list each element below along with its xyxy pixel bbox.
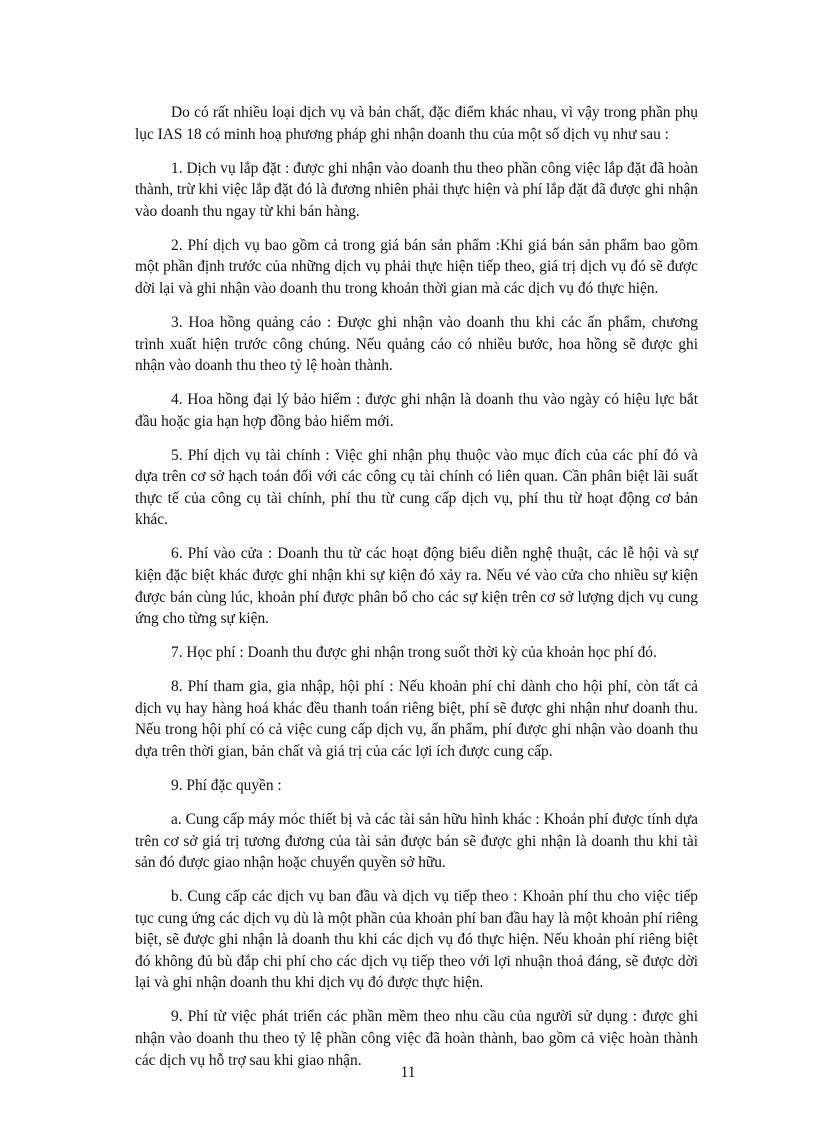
- paragraph-franchise-services: b. Cung cấp các dịch vụ ban đầu và dịch vụ tiếp theo : Khoản phí thu cho việc tiếp tục cung ứng các dịch vụ dù là một phần của khoản phí ban đầu hay là một khoản phí riêng biệt, sẽ được ghi nhận là doanh thu khi các dịch vụ đó thực hiện. Nếu khoản phí riêng biệt đó không đủ bù đắp chi phí cho các dịch vụ tiếp theo với lợi nhuận thoả đáng, sẽ được dời lại và ghi nhận doanh thu khi dịch vụ đó được thực hiện.: [135, 888, 698, 992]
- paragraph-installation-services: 1. Dịch vụ lắp đặt : được ghi nhận vào doanh thu theo phần công việc lắp đặt đã hoàn thành, trừ khi việc lắp đặt đó là đương nhiên phải thực hiện và phí lắp đặt đã được ghi nhận vào doanh thu ngay từ khi bán hàng.: [135, 159, 698, 220]
- paragraph-tuition-fees: 7. Học phí : Doanh thu được ghi nhận trong suốt thời kỳ của khoản học phí đó.: [171, 644, 657, 662]
- paragraph-financial-service-fees: 5. Phí dịch vụ tài chính : Việc ghi nhận phụ thuộc vào mục đích của các phí đó và dựa trên cơ sở hạch toán đối với các công cụ tài chính có liên quan. Cần phân biệt lãi suất thực tế của công cụ tài chính, phí thu từ cung cấp dịch vụ, phí thu từ hoạt động cơ bản khác.: [135, 446, 698, 529]
- paragraph-software-development-fees: 9. Phí từ việc phát triển các phần mềm theo nhu cầu của người sử dụng : được ghi nhận vào doanh thu theo tỷ lệ phần công việc đã hoàn thành, bao gồm cả việc hoàn thành các dịch vụ hỗ trợ sau khi giao nhận.: [135, 1008, 698, 1069]
- paragraph-bundled-service-fees: 2. Phí dịch vụ bao gồm cả trong giá bán sản phẩm :Khi giá bán sản phẩm bao gồm một phần định trước của những dịch vụ phải thực hiện tiếp theo, giá trị dịch vụ đó sẽ được dời lại và ghi nhận vào doanh thu trong khoản thời gian mà các dịch vụ đó thực hiện.: [135, 236, 698, 297]
- paragraph-intro: Do có rất nhiều loại dịch vụ và bản chất, đặc điểm khác nhau, vì vậy trong phần phụ lục IAS 18 có minh hoạ phương pháp ghi nhận doanh thu của một số dịch vụ như sau :: [135, 104, 698, 143]
- paragraph-admission-fees: 6. Phí vào cửa : Doanh thu từ các hoạt động biểu diễn nghệ thuật, các lễ hội và sự kiện đặc biệt khác được ghi nhận khi sự kiện đó xảy ra. Nếu vé vào cửa cho nhiều sự kiện được bán cùng lúc, khoản phí được phân bổ cho các sự kiện trên cơ sở lượng dịch vụ cung ứng cho từng sự kiện.: [135, 545, 698, 628]
- paragraph-franchise-equipment: a. Cung cấp máy móc thiết bị và các tài sản hữu hình khác : Khoản phí được tính dựa trên cơ sở giá trị tương đương của tài sản được bán sẽ được ghi nhận là doanh thu khi tài sản đó được giao nhận hoặc chuyển quyền sở hữu.: [135, 810, 698, 872]
- paragraph-insurance-agency-commissions: 4. Hoa hồng đại lý bảo hiểm : được ghi nhận là doanh thu vào ngày có hiệu lực bắt đầu hoặc gia hạn hợp đồng bảo hiểm mới.: [135, 391, 698, 430]
- page-number: 11: [400, 1064, 416, 1081]
- paragraph-membership-fees: 8. Phí tham gia, gia nhập, hội phí : Nếu khoản phí chỉ dành cho hội phí, còn tất cả dịch vụ hay hàng hoá khác đều thanh toán riêng biệt, phí sẽ được ghi nhận như doanh thu. Nếu trong hội phí có cả việc cung cấp dịch vụ, ấn phẩm, phí được ghi nhận vào doanh thu dựa trên thời gian, bản chất và giá trị của các lợi ích được cung cấp.: [135, 678, 698, 760]
- paragraph-advertising-commissions: 3. Hoa hồng quảng cáo : Được ghi nhận vào doanh thu khi các ấn phẩm, chương trình xuất hiện trước công chúng. Nếu quảng cáo có nhiều bước, hoa hồng sẽ được ghi nhận vào doanh thu theo tỷ lệ hoàn thành.: [135, 313, 698, 375]
- document-body: [135, 102, 698, 1084]
- paragraph-franchise-fees-heading: 9. Phí đặc quyền :: [171, 776, 282, 794]
